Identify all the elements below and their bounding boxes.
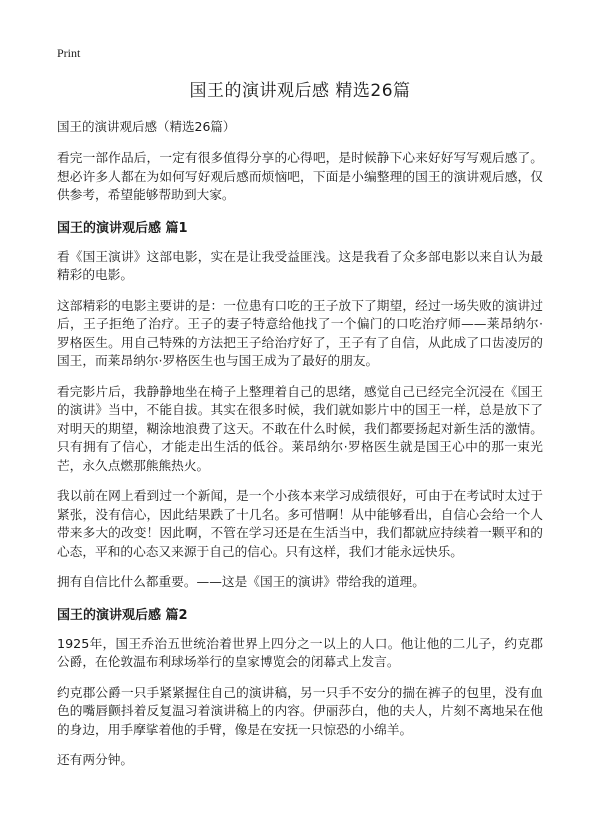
paragraph: 看《国王演讲》这部电影，实在是让我受益匪浅。这是我看了众多部电影以来自认为最精彩的电影。 (57, 248, 543, 282)
section-heading-1: 国王的演讲观后感 篇1 (57, 220, 188, 236)
paragraph: 约克郡公爵一只手紧紧握住自己的演讲稿，另一只手不安分的揣在裤子的包里，没有血色的嘴唇颤抖着反复温习着演讲稿上的内容。伊丽莎白，他的夫人，片刻不离地呆在他的身边，用手摩挲着他的手臂，像是在安抚一只惊恐的小绵羊。 (57, 684, 543, 737)
paragraph: 这部精彩的电影主要讲的是：一位患有口吃的王子放下了期望，经过一场失败的演讲过后，王子拒绝了治疗。王子的妻子特意给他找了一个偏门的口吃治疗师——莱昂纳尔·罗格医生。用自己特殊的方法把王子给治疗好了，王子有了自信，从此成了口齿凌厉的国王，而莱昂纳尔·罗格医生也与国王成为了最好的朋友。 (57, 297, 543, 368)
document-subtitle: 国王的演讲观后感（精选26篇） (57, 119, 236, 134)
paragraph: 看完影片后，我静静地坐在椅子上整理着自己的思绪，感觉自己已经完全沉浸在《国王的演讲》当中，不能自拔。其实在很多时候，我们就如影片中的国王一样，总是放下了对明天的期望，糊涂地浪费了这天。不敢在什么时候，我们都要扬起对新生活的激情。只有拥有了信心，才能走出生活的低谷。莱昂纳尔·罗格医生就是国王心中的那一束光芒，永久点燃那熊熊热火。 (57, 383, 543, 473)
section-heading-2: 国王的演讲观后感 篇2 (57, 607, 188, 623)
intro-paragraph: 看完一部作品后，一定有很多值得分享的心得吧，是时候静下心来好好写写观后感了。想必许多人都在为如何写好观后感而烦恼吧，下面是小编整理的国王的演讲观后感，仅供参考，希望能够帮助到大家。 (57, 150, 543, 202)
paragraph: 拥有自信比什么都重要。——这是《国王的演讲》带给我的道理。 (57, 574, 425, 589)
paragraph: 我以前在网上看到过一个新闻，是一个小孩本来学习成绩很好，可由于在考试时太过于紧张，没有信心，因此结果跌了十几名。多可惜啊！从中能够看出，自信心会给一个人带来多大的改变！因此啊，不管在学习还是在生活当中，我们都就应持续着一颗平和的心态，平和的心态又来源于自己的信心。只有这样，我们才能永远快乐。 (57, 488, 543, 559)
paragraph: 还有两分钟。 (57, 752, 134, 767)
print-label: Print (57, 46, 81, 60)
page-title: 国王的演讲观后感 精选26篇 (189, 81, 411, 101)
paragraph: 1925年，国王乔治五世统治着世界上四分之一以上的人口。他让他的二儿子，约克郡公爵，在伦敦温布利球场举行的皇家博览会的闭幕式上发言。 (57, 635, 543, 669)
